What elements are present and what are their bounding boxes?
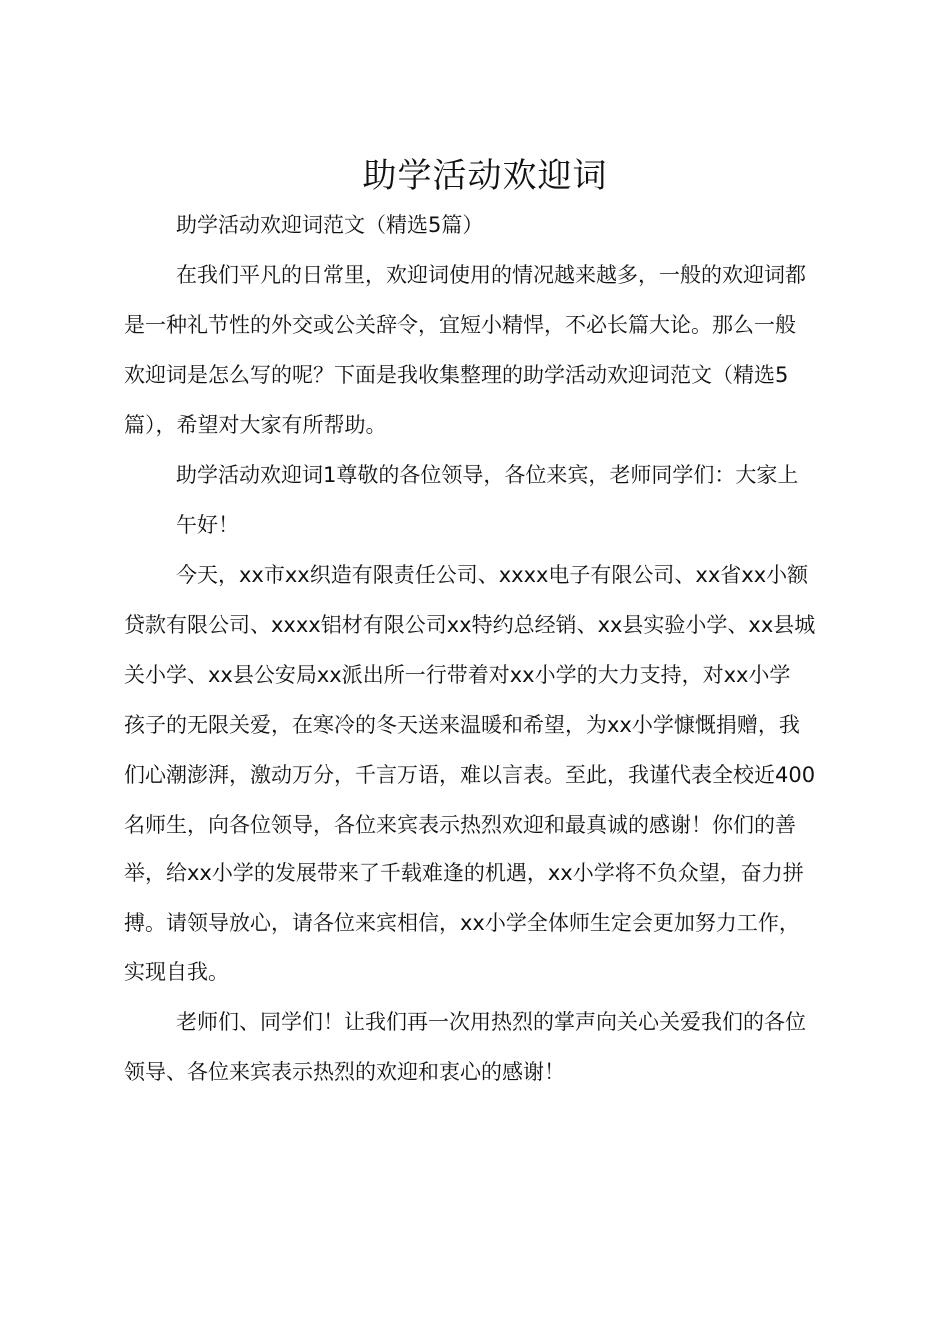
closing-line: 领导、各位来宾表示热烈的欢迎和衷心的感谢！ — [124, 1060, 565, 1084]
intro-line: 在我们平凡的日常里，欢迎词使用的情况越来越多，一般的欢迎词都 — [176, 263, 806, 287]
intro-line: 欢迎词是怎么写的呢？下面是我收集整理的助学活动欢迎词范文（精选5 — [124, 363, 789, 387]
speech-heading-line: 助学活动欢迎词1尊敬的各位领导，各位来宾，老师同学们：大家上 — [176, 463, 799, 487]
body-line: 关小学、xx县公安局xx派出所一行带着对xx小学的大力支持，对xx小学 — [124, 663, 791, 687]
body-line: 们心潮澎湃，激动万分，千言万语，难以言表。至此，我谨代表全校近400 — [124, 763, 816, 787]
intro-line: 是一种礼节性的外交或公关辞令，宜短小精悍，不必长篇大论。那么一般 — [124, 313, 796, 337]
body-line: 名师生，向各位领导，各位来宾表示热烈欢迎和最真诚的感谢！你们的善 — [124, 813, 796, 837]
document-title: 助学活动欢迎词 — [362, 156, 608, 196]
body-line: 孩子的无限关爱，在寒冷的冬天送来温暖和希望，为xx小学慷慨捐赠，我 — [124, 713, 800, 737]
body-line: 今天，xx市xx织造有限责任公司、xxxx电子有限公司、xx省xx小额 — [176, 563, 809, 587]
body-line: 贷款有限公司、xxxx铝材有限公司xx特约总经销、xx县实验小学、xx县城 — [124, 613, 816, 637]
document-subtitle: 助学活动欢迎词范文（精选5篇） — [176, 213, 484, 237]
speech-heading-line: 午好！ — [176, 513, 239, 537]
body-line: 实现自我。 — [124, 960, 229, 984]
intro-line: 篇），希望对大家有所帮助。 — [124, 413, 387, 437]
body-line: 举，给xx小学的发展带来了千载难逢的机遇，xx小学将不负众望，奋力拼 — [124, 861, 804, 885]
body-line: 搏。请领导放心，请各位来宾相信，xx小学全体师生定会更加努力工作， — [124, 911, 800, 935]
closing-line: 老师们、同学们！让我们再一次用热烈的掌声向关心关爱我们的各位 — [176, 1010, 806, 1034]
